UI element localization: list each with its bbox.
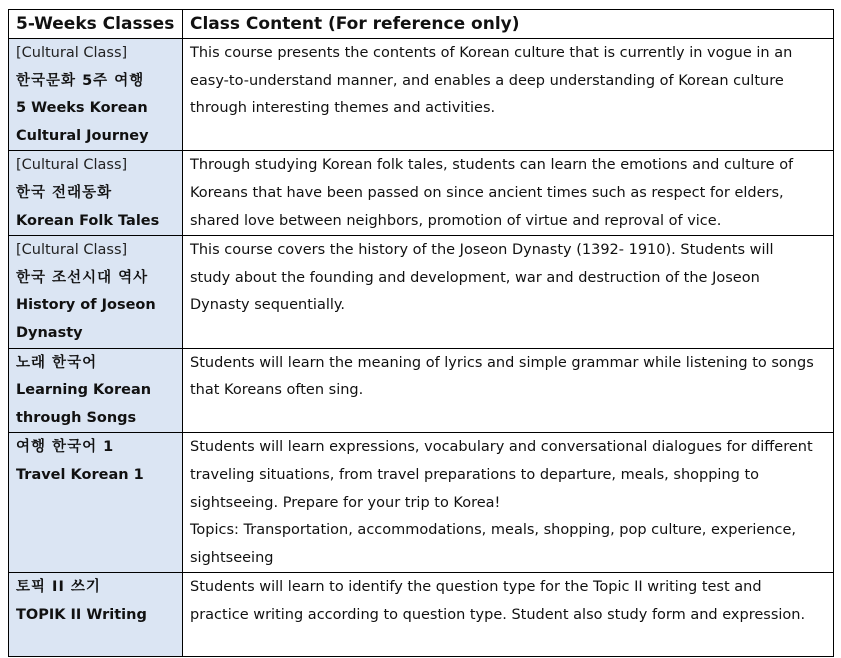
content-line: that Koreans often sing. xyxy=(190,382,364,399)
table-row xyxy=(9,236,834,348)
content-line: This course covers the history of the Joseon Dynasty (1392- 1910). Students will xyxy=(190,242,774,259)
class-name-english: Cultural Journey xyxy=(16,127,149,144)
class-name-cell xyxy=(9,433,183,573)
class-name-english: History of Joseon xyxy=(16,297,156,314)
class-schedule-table xyxy=(8,9,834,657)
class-name-english: through Songs xyxy=(16,409,137,426)
content-line: shared love between neighbors, promotion of virtue and reproval of vice. xyxy=(190,212,722,229)
class-name-cell xyxy=(9,236,183,348)
class-name-korean: 한국문화 5주 여행 xyxy=(16,72,145,89)
content-line: Students will learn expressions, vocabulary and conversational dialogues for different xyxy=(190,439,813,456)
content-line: easy-to-understand manner, and enables a deep understanding of Korean culture xyxy=(190,72,784,89)
class-name-korean: 토픽 II 쓰기 xyxy=(16,579,101,596)
content-line: traveling situations, from travel preparations to departure, meals, shopping to xyxy=(190,466,759,483)
class-tag: [Cultural Class] xyxy=(16,242,128,259)
class-name-korean: 여행 한국어 1 xyxy=(16,439,115,456)
class-content-cell xyxy=(183,433,834,573)
content-line: Dynasty sequentially. xyxy=(190,297,346,314)
class-content-cell xyxy=(183,236,834,348)
content-line: This course presents the contents of Korean culture that is currently in vogue in an xyxy=(190,45,793,61)
content-line: Students will learn to identify the question type for the Topic II writing test and xyxy=(190,579,762,596)
class-name-korean: 노래 한국어 xyxy=(16,354,98,371)
table-row xyxy=(9,39,834,151)
table-row xyxy=(9,151,834,236)
table-header-row xyxy=(9,10,834,39)
table-row xyxy=(9,433,834,573)
class-content-cell xyxy=(183,573,834,657)
class-name-english: TOPIK II Writing xyxy=(16,606,147,623)
header-class-content: Class Content (For reference only) xyxy=(183,10,834,39)
content-line: Students will learn the meaning of lyrics and simple grammar while listening to songs xyxy=(190,354,814,371)
content-line: through interesting themes and activities. xyxy=(190,100,496,117)
table-row xyxy=(9,348,834,433)
class-content-cell xyxy=(183,151,834,236)
class-name-english: Dynasty xyxy=(16,324,83,341)
class-name-korean: 한국 조선시대 역사 xyxy=(16,269,149,286)
class-tag: [Cultural Class] xyxy=(16,157,128,174)
class-tag: [Cultural Class] xyxy=(16,45,128,61)
class-name-korean: 한국 전래동화 xyxy=(16,184,113,201)
content-line: sightseeing xyxy=(190,549,274,566)
class-name-english: Korean Folk Tales xyxy=(16,212,160,229)
class-name-english: 5 Weeks Korean xyxy=(16,100,148,117)
class-name-cell xyxy=(9,151,183,236)
content-line: practice writing according to question type. Student also study form and expression. xyxy=(190,606,806,623)
content-line: Topics: Transportation, accommodations, meals, shopping, pop culture, experience, xyxy=(190,522,797,539)
content-line: Koreans that have been passed on since ancient times such as respect for elders, xyxy=(190,184,784,201)
content-line: study about the founding and development, war and destruction of the Joseon xyxy=(190,269,760,286)
header-classes: 5-Weeks Classes xyxy=(9,10,183,39)
table-row xyxy=(9,573,834,657)
class-name-english: Learning Korean xyxy=(16,382,152,399)
class-content-cell xyxy=(183,348,834,433)
class-content-cell xyxy=(183,39,834,151)
class-name-cell xyxy=(9,348,183,433)
content-line: sightseeing. Prepare for your trip to Korea! xyxy=(190,494,501,511)
class-name-cell xyxy=(9,573,183,657)
class-name-cell xyxy=(9,39,183,151)
content-line: Through studying Korean folk tales, students can learn the emotions and culture of xyxy=(190,157,794,174)
class-name-english: Travel Korean 1 xyxy=(16,466,144,483)
